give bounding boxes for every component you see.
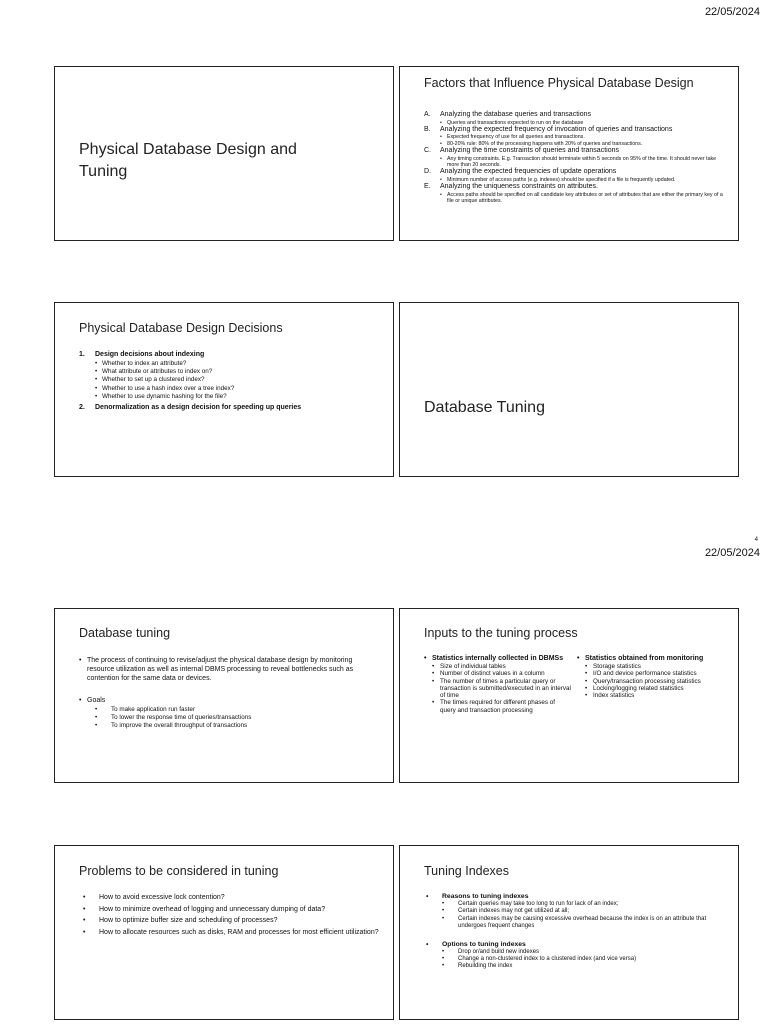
- slide-5-body: • The process of continuing to revise/adjust the physical database design by monitoring resource utilization as well as internal DBMS processing to reveal bottlenecks such as contention for the same data or devices. • Goals • To make application run faster • To lower the response time of queries/transactions • To improve the overall throughput of transactions: [79, 657, 379, 730]
- page-date-top: 22/05/2024: [704, 6, 760, 18]
- factor-item: E. Analyzing the uniqueness constraints on attributes. • Access paths should be specified on all candidate key attributes or set of attributes that are either the primary key of a file or unique attributes.: [424, 183, 723, 205]
- decision-text: Denormalization as a design decision for speeding up queries: [95, 403, 302, 411]
- page-date-middle: 22/05/2024: [704, 547, 760, 559]
- stats-left-column: • Statistics internally collected in DBMSs • Size of individual tables • Number of distinct values in a column • The number of times a particular query or transaction is submitted/executed in an interval of time • The times required for different phases of query and transaction processing: [424, 655, 571, 714]
- slide-6-body: [424, 655, 724, 714]
- factor-text: Analyzing the time constraints of queries and transactions: [440, 147, 619, 155]
- stats-heading: Statistics obtained from monitoring: [585, 655, 704, 662]
- slide-8-body: • Reasons to tuning indexes • Certain queries may take too long to run for lack of an index; • Certain indexes may not get utilized at all; • Certain indexes may be causing excessive overhead because the index is on an attribute that undergoes frequent changes • Options to tuning indexes • Drop or/and build new indexes • Change a non-clustered index to a clustered index (and vice versa) • Rebuilding the index: [426, 893, 724, 971]
- slide-7: [54, 845, 394, 1020]
- factor-label: D.: [424, 168, 431, 176]
- index-item: Certain indexes may be causing excessive overhead because the index is on an attribute that undergoes frequent changes: [458, 915, 707, 930]
- slide-1: [54, 66, 394, 241]
- factor-sub: Minimum number of access paths (e.g. indexes) should be specified if a file is frequently updated.: [447, 176, 676, 183]
- stats-item: Locking/logging related statistics: [593, 684, 684, 692]
- stats-item: The number of times a particular query or transaction is submitted/executed in an interval of time: [440, 677, 571, 700]
- decision-sub: Whether to use a hash index over a tree index?: [102, 384, 235, 392]
- factor-sub: Any timing constraints. E.g. Transaction should terminate within 5 seconds on 95% of the time. It should never take more than 20 seconds.: [447, 155, 717, 168]
- factor-item: C. Analyzing the time constraints of queries and transactions • Any timing constraints. E.g. Transaction should terminate within 5 seconds on 95% of the time. It should never take more than 20 seconds.: [424, 147, 724, 168]
- stats-right-column: • Statistics obtained from monitoring • Storage statistics • I/O and device performance statistics • Query/transaction processing statistics • Locking/logging related statistics • Index statistics: [577, 655, 704, 700]
- goal-item: To make application run faster: [111, 706, 196, 714]
- decision-sub: Whether to set up a clustered index?: [102, 376, 205, 384]
- stats-heading: Statistics internally collected in DBMSs: [432, 655, 564, 662]
- index-item: Certain indexes may not get utilized at all;: [458, 908, 570, 915]
- problem-item: How to minimize overhead of logging and unnecessary dumping of data?: [99, 905, 326, 913]
- stats-item: The times required for different phases of query and transaction processing: [440, 699, 556, 714]
- goals-label: Goals: [87, 697, 106, 705]
- factor-label: A.: [424, 111, 431, 118]
- goal-item: To improve the overall throughput of transactions: [111, 722, 248, 730]
- stats-item: Size of individual tables: [440, 663, 506, 670]
- factor-sub: Queries and transactions expected to run on the database: [447, 119, 584, 126]
- page-number: 4: [754, 537, 758, 543]
- slide-2-title: Factors that Influence Physical Database Design: [424, 76, 694, 90]
- stats-item: Query/transaction processing statistics: [593, 677, 701, 685]
- index-group-heading: Reasons to tuning indexes: [442, 893, 529, 900]
- factor-sub: Expected frequency of use for all queries and transactions.: [447, 134, 585, 141]
- slide-8: [399, 845, 739, 1020]
- stats-item: Index statistics: [593, 692, 635, 700]
- slide-7-body: • How to avoid excessive lock contention? • How to minimize overhead of logging and unnecessary dumping of data? • How to optimize buffer size and scheduling of processes? • How to allocate resources such as disks, RAM and processes for most efficient utilization?: [83, 894, 379, 936]
- slide-5-title: Database tuning: [79, 626, 171, 640]
- decision-label: 1.: [79, 351, 85, 358]
- index-group-heading: Options to tuning indexes: [442, 940, 526, 948]
- index-item: Drop or/and build new indexes: [458, 948, 540, 955]
- factor-text: Analyzing the expected frequency of invocation of queries and transactions: [440, 125, 673, 133]
- index-item: Rebuilding the index: [458, 963, 513, 970]
- problem-item: How to optimize buffer size and scheduling of processes?: [99, 917, 278, 925]
- slide-8-title: Tuning Indexes: [424, 864, 510, 878]
- slide-3: [54, 302, 394, 477]
- stats-item: Number of distinct values in a column: [440, 670, 545, 678]
- factor-item: D. Analyzing the expected frequencies of update operations • Minimum number of access paths (e.g. indexes) should be specified if a file is frequently updated.: [424, 168, 676, 183]
- slide-5: [54, 608, 394, 783]
- factor-item: B. Analyzing the expected frequency of invocation of queries and transactions • Expected frequency of use for all queries and transactions. • 80-20% rule: 80% of the processing happens with 20% of queries and transactions.: [424, 125, 673, 147]
- factor-item: A. Analyzing the database queries and transactions • Queries and transactions expected to run on the database: [424, 111, 591, 126]
- factor-sub: 80-20% rule: 80% of the processing happens with 20% of queries and transactions.: [447, 140, 643, 147]
- decision-sub: Whether to use dynamic hashing for the file?: [102, 393, 227, 401]
- slide-4: [399, 302, 739, 477]
- index-item: Certain queries may take too long to run for lack of an index;: [458, 901, 619, 907]
- stats-item: I/O and device performance statistics: [593, 670, 697, 678]
- factor-text: Analyzing the database queries and transactions: [440, 111, 591, 118]
- factor-label: E.: [424, 183, 431, 191]
- decision-sub: What attribute or attributes to index on?: [102, 368, 213, 375]
- problem-item: How to allocate resources such as disks, RAM and processes for most efficient utilization?: [99, 928, 379, 936]
- goal-item: To lower the response time of queries/transactions: [111, 714, 252, 722]
- decision-sub: Whether to index an attribute?: [102, 359, 187, 367]
- factor-sub: Access paths should be specified on all candidate key attributes or set of attributes that are either the primary key of a file or unique attributes.: [447, 191, 723, 205]
- slide-3-body: 1. Design decisions about indexing • Whether to index an attribute? • What attribute or attributes to index on? • Whether to set up a clustered index? • Whether to use a hash index over a tree index? • Whether to use dynamic hashing for the file? 2. Denormalization as a design decision for speeding up queries: [79, 351, 302, 411]
- slide-2: [399, 66, 739, 241]
- slide-4-title: Database Tuning: [424, 399, 545, 416]
- factor-text: Analyzing the uniqueness constraints on attributes.: [440, 183, 598, 191]
- problem-item: How to avoid excessive lock contention?: [99, 894, 225, 901]
- factor-label: C.: [424, 147, 431, 155]
- tuning-paragraph: The process of continuing to revise/adjust the physical database design by monitoring resource utilization as well as internal DBMS processing to reveal bottlenecks such as contention for the same data or devices.: [87, 657, 354, 682]
- stats-item: Storage statistics: [593, 663, 641, 670]
- factor-label: B.: [424, 125, 431, 133]
- slide-1-title: Physical Database Design and Tuning: [79, 141, 297, 180]
- slide-2-body: [424, 111, 724, 204]
- decision-text: Design decisions about indexing: [95, 351, 205, 358]
- decision-label: 2.: [79, 403, 85, 411]
- slide-6-title: Inputs to the tuning process: [424, 626, 578, 640]
- index-item: Change a non-clustered index to a clustered index (and vice versa): [458, 956, 637, 963]
- slide-7-title: Problems to be considered in tuning: [79, 864, 279, 878]
- factor-text: Analyzing the expected frequencies of update operations: [440, 168, 617, 176]
- slide-6: [399, 608, 739, 783]
- slide-3-title: Physical Database Design Decisions: [79, 321, 283, 335]
